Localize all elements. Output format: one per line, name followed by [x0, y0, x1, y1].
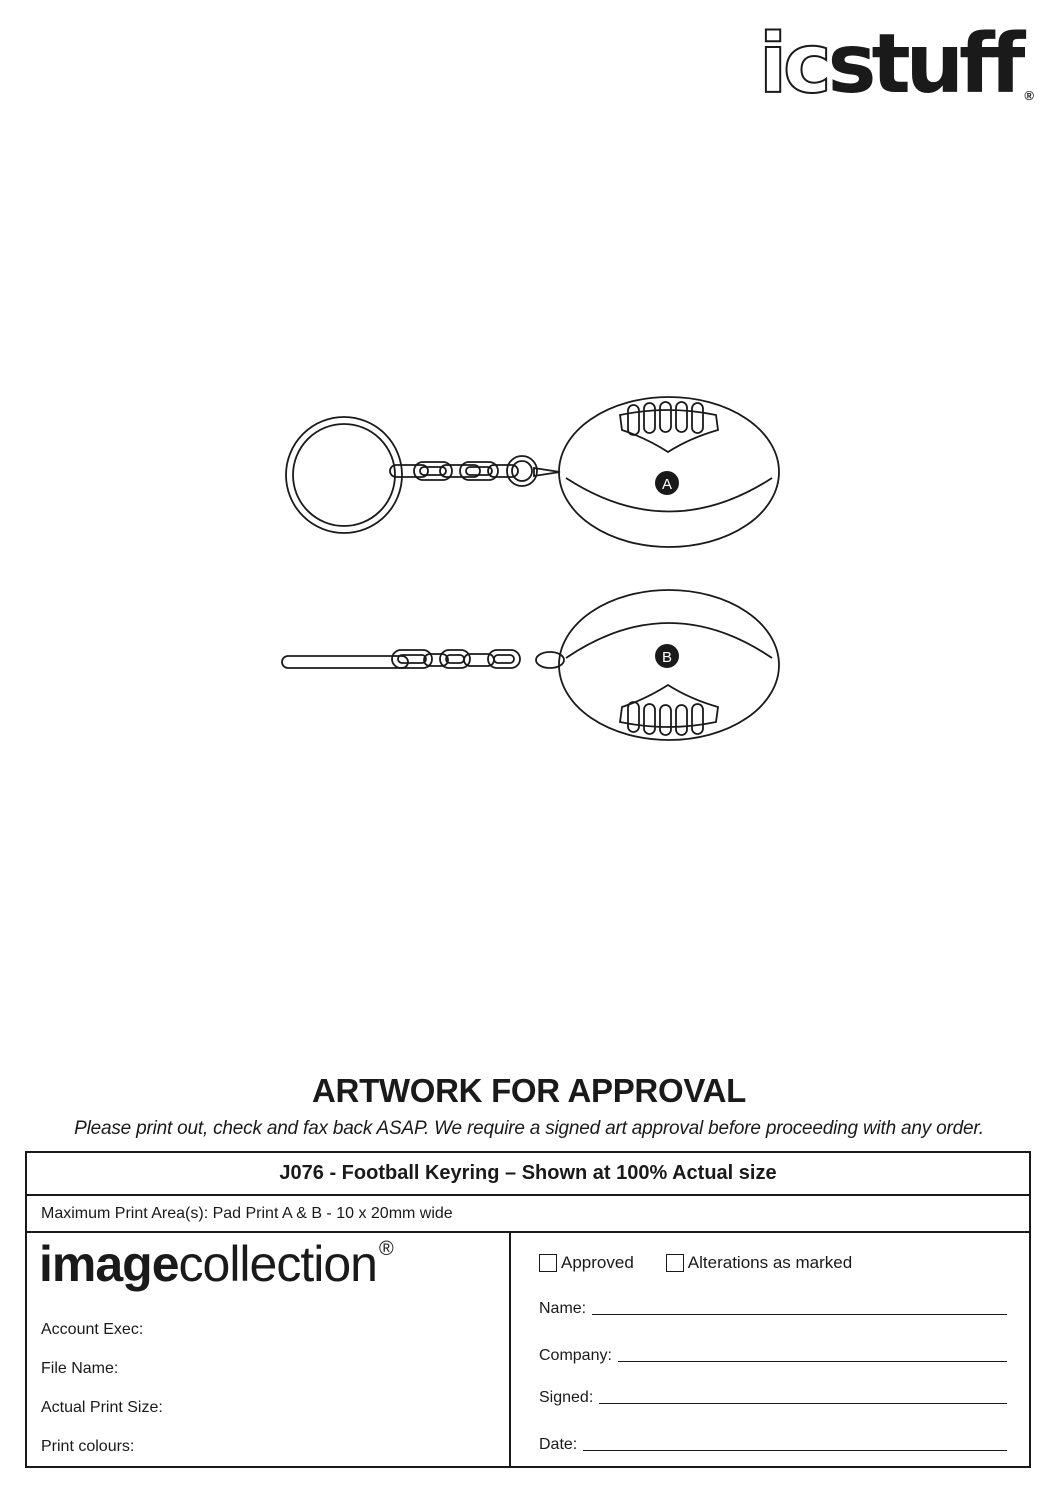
company-field[interactable]	[539, 1347, 1007, 1365]
actual-print-size-label: Actual Print Size:	[41, 1399, 163, 1416]
company-line[interactable]	[618, 1360, 1007, 1362]
date-line[interactable]	[583, 1449, 1007, 1451]
approved-checkbox[interactable]	[539, 1254, 557, 1272]
name-field[interactable]	[539, 1300, 1007, 1318]
icstuff-logo	[758, 17, 1034, 112]
approval-form	[25, 1151, 1031, 1468]
alterations-label: Alterations as marked	[687, 1253, 853, 1272]
logo-reg-mark: ®	[1024, 88, 1034, 103]
logo-image-text: image	[39, 1236, 179, 1292]
name-label: Name:	[539, 1300, 587, 1317]
instructions-text: Please print out, check and fax back ASAP. We require a signed art approval before proceeding with any order.	[74, 1118, 984, 1139]
date-label: Date:	[539, 1436, 578, 1453]
chain-link-icon	[488, 650, 520, 668]
marker-a-label: A	[661, 476, 673, 493]
logo-ic-text: ic	[758, 17, 828, 112]
alterations-option[interactable]	[666, 1253, 852, 1273]
keyring-view-a	[286, 397, 779, 547]
approval-section	[511, 1233, 1029, 1466]
signed-label: Signed:	[539, 1389, 594, 1406]
company-label: Company:	[539, 1347, 612, 1364]
lace-icon	[628, 702, 639, 732]
lace-icon	[628, 405, 639, 435]
alterations-checkbox[interactable]	[666, 1254, 684, 1272]
logo-collection-text: collection	[178, 1236, 377, 1292]
account-exec-label: Account Exec:	[41, 1321, 144, 1338]
name-line[interactable]	[592, 1313, 1007, 1315]
split-ring-icon	[286, 417, 402, 533]
job-details	[27, 1233, 511, 1466]
approved-label: Approved	[561, 1253, 634, 1272]
print-colours-label: Print colours:	[41, 1438, 135, 1455]
eyelet-icon	[534, 468, 560, 476]
date-field[interactable]	[539, 1436, 1007, 1454]
product-title: J076 - Football Keyring – Shown at 100% Actual size	[27, 1153, 1029, 1196]
signed-field[interactable]	[539, 1389, 1007, 1407]
image-collection-logo	[39, 1236, 393, 1292]
marker-b-label: B	[661, 649, 673, 666]
approved-option[interactable]	[539, 1253, 634, 1273]
split-ring-edge-icon	[282, 656, 408, 668]
logo-reg-mark-2: ®	[378, 1238, 393, 1260]
file-name-label: File Name:	[41, 1360, 119, 1377]
page-heading: ARTWORK FOR APPROVAL	[312, 1072, 746, 1109]
signed-line[interactable]	[599, 1402, 1007, 1404]
product-drawing	[0, 300, 1058, 780]
print-area-text: Maximum Print Area(s): Pad Print A & B - 10 x 20mm wide	[27, 1196, 1029, 1233]
logo-stuff-text: stuff	[827, 17, 1021, 112]
keyring-view-b	[282, 590, 779, 740]
chain-link-icon	[424, 654, 448, 666]
